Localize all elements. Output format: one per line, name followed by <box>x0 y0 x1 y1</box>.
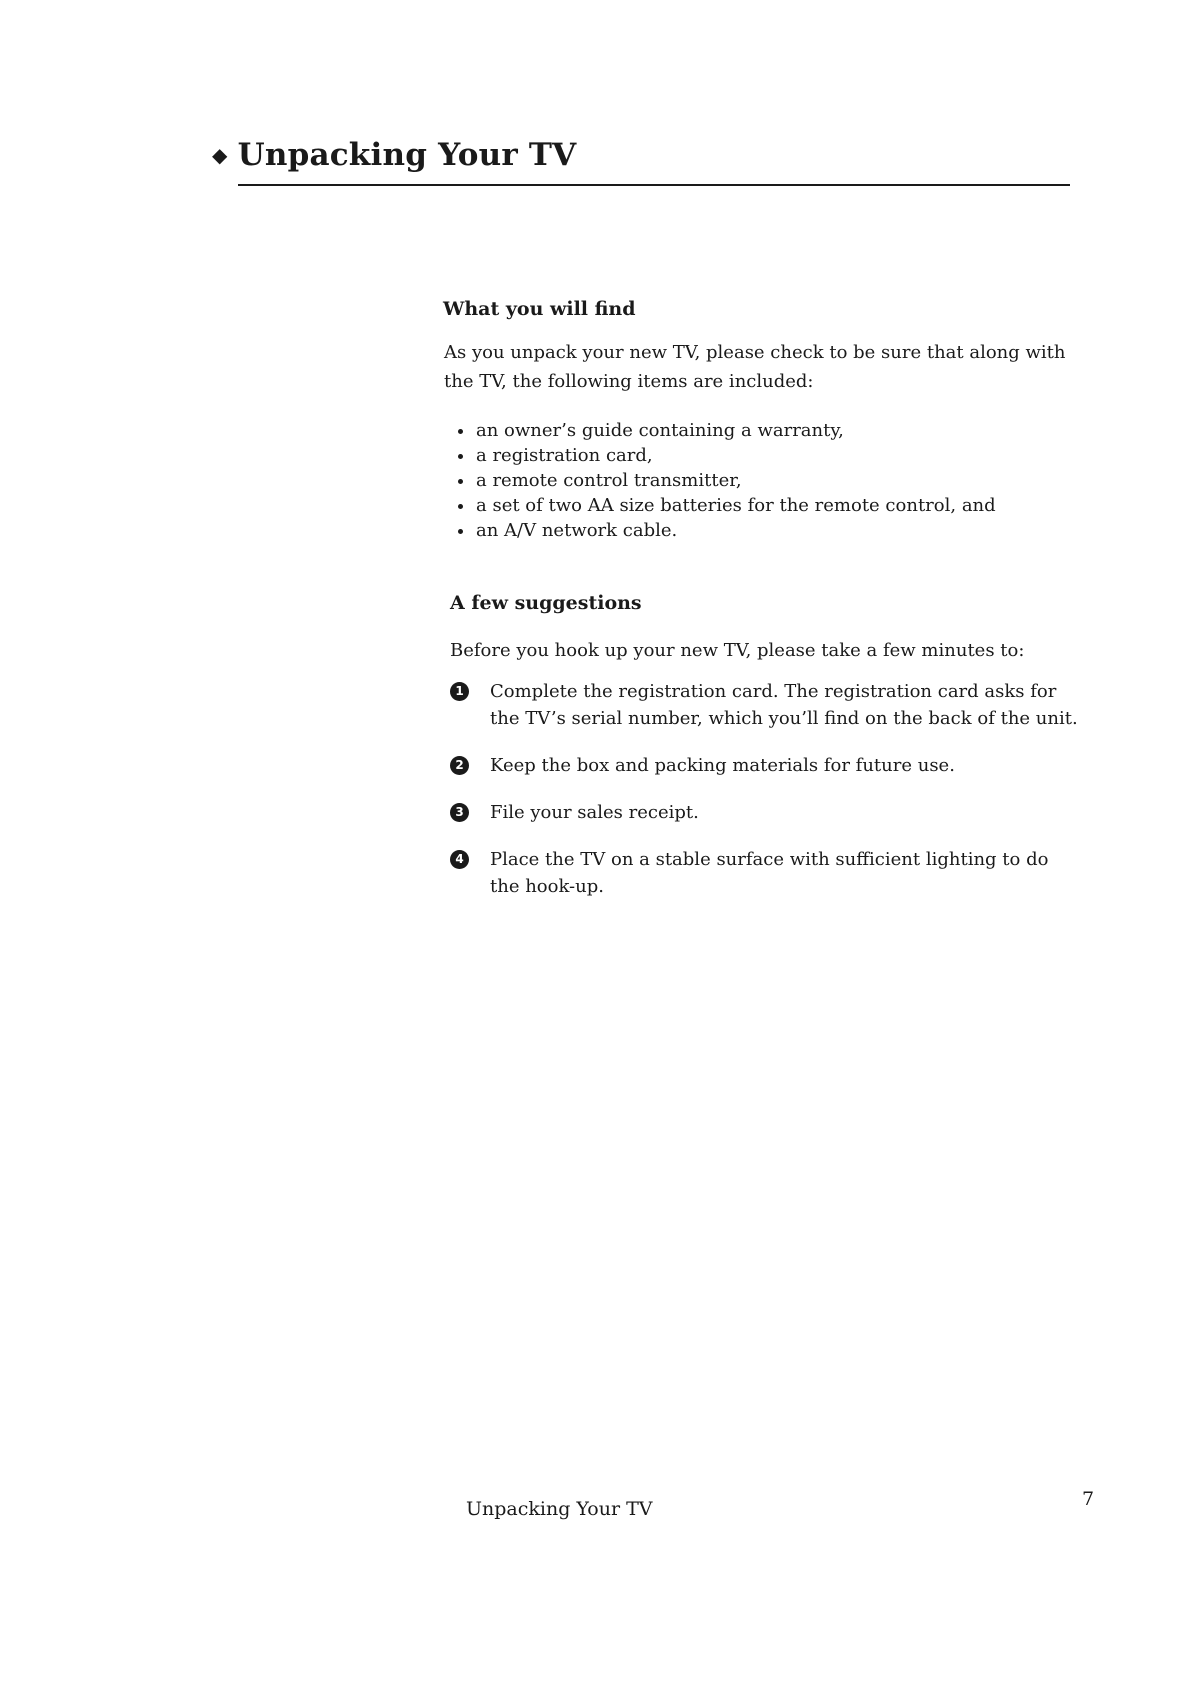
suggestions-intro: Before you hook up your new TV, please take a few minutes to: <box>450 640 1025 661</box>
list-item: a registration card, <box>456 443 996 468</box>
page-title <box>212 137 577 173</box>
step-item <box>450 752 1082 779</box>
step-item <box>450 678 1082 732</box>
step-number-badge: 1 <box>450 682 469 701</box>
list-item: an owner’s guide containing a warranty, <box>456 418 996 443</box>
step-text: Keep the box and packing materials for future use. <box>490 755 955 776</box>
title-divider <box>238 184 1070 186</box>
step-item <box>450 799 1082 826</box>
list-item: an A/V network cable. <box>456 518 996 543</box>
step-text: Place the TV on a stable surface with sufficient lighting to do the hook-up. <box>490 849 1049 897</box>
page-title-text: Unpacking Your TV <box>237 137 577 173</box>
step-item <box>450 846 1082 900</box>
footer-title: Unpacking Your TV <box>466 1498 653 1520</box>
step-number-badge: 4 <box>450 850 469 869</box>
suggestion-steps <box>450 678 1082 920</box>
step-text: File your sales receipt. <box>490 802 699 823</box>
step-text: Complete the registration card. The registration card asks for the TV’s serial number, which you’ll find on the back of the unit. <box>490 681 1078 729</box>
what-you-will-find-intro: As you unpack your new TV, please check to be sure that along with the TV, the following items are included: <box>444 342 1066 392</box>
section-heading-what-you-will-find: What you will find <box>443 298 636 320</box>
section-heading-a-few-suggestions: A few suggestions <box>450 592 642 614</box>
list-item: a set of two AA size batteries for the remote control, and <box>456 493 996 518</box>
diamond-icon: ◆ <box>212 143 228 167</box>
included-items-list <box>456 418 996 543</box>
list-item: a remote control transmitter, <box>456 468 996 493</box>
step-number-badge: 3 <box>450 803 469 822</box>
page-number: 7 <box>1082 1488 1095 1510</box>
step-number-badge: 2 <box>450 756 469 775</box>
